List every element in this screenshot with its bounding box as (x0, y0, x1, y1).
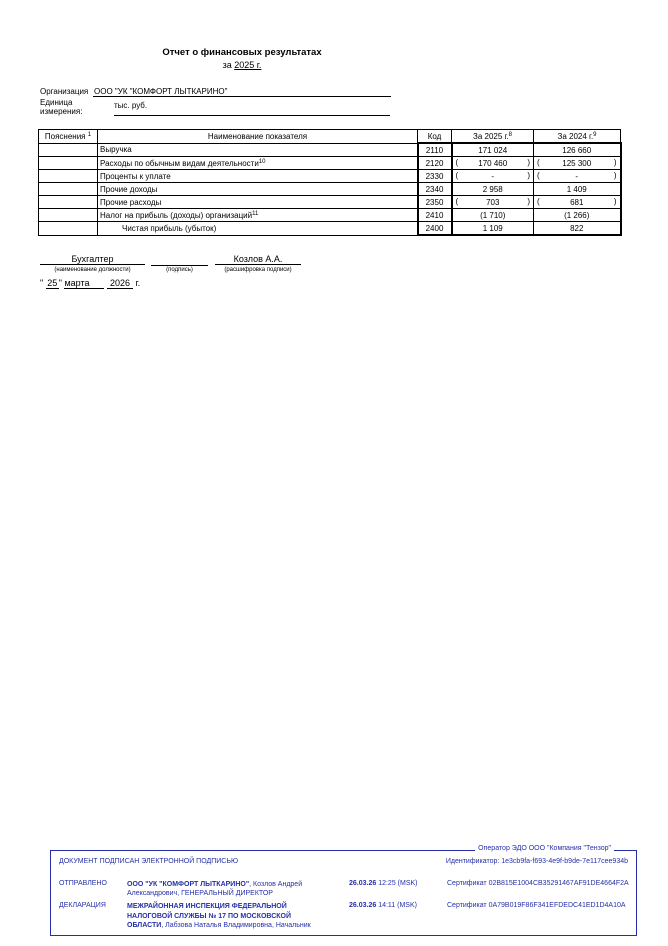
declaration-time: 14:11 (MSK) (378, 902, 417, 909)
position-caption: (наименование должности) (54, 267, 131, 273)
paren-close: ) (613, 197, 617, 206)
declaration-datetime (349, 902, 417, 909)
row-code: 2410 (418, 209, 452, 222)
sent-cert: Сертификат 02B815E1004CB35291467AF91DE4664F2A (447, 880, 629, 887)
sign-month: марта (64, 278, 104, 289)
row-previous-value (534, 157, 621, 170)
declaration-signer (127, 902, 347, 931)
header-notes-sup: 1 (87, 131, 92, 138)
sent-label: ОТПРАВЛЕНО (59, 880, 107, 887)
row-current-value (452, 143, 534, 157)
row-code: 2350 (418, 196, 452, 209)
row-name (98, 157, 418, 170)
declaration-org-line3: ОБЛАСТИ (127, 922, 162, 929)
row-notes (39, 183, 98, 196)
row-previous-value (534, 222, 621, 236)
signature-caption: (подпись) (166, 267, 193, 273)
unit-label-line2: измерения: (40, 107, 83, 116)
quote-open: " (40, 278, 44, 288)
row-name (98, 170, 418, 183)
header-cur-sup: 8 (508, 131, 513, 138)
row-notes (39, 143, 98, 157)
row-current-text: - (491, 171, 495, 181)
row-notes (39, 170, 98, 183)
row-current-value (452, 209, 534, 222)
signer-name: Козлов А.А. (215, 254, 301, 265)
unit-label-line1: Единица (40, 98, 73, 107)
declaration-person: , Лабзова Наталья Владимировна, Начальник (161, 922, 311, 929)
row-name-text: Выручка (100, 145, 132, 155)
row-current-value (452, 222, 534, 236)
row-current-text: 703 (486, 197, 500, 207)
sent-date: 26.03.26 (349, 880, 377, 887)
row-name (98, 209, 418, 222)
unit-value: тыс. руб. (114, 101, 390, 116)
row-name (98, 143, 418, 157)
row-notes (39, 222, 98, 236)
header-prev-text: За 2024 г. (557, 131, 594, 141)
row-code: 2110 (418, 143, 452, 157)
edo-operator: Оператор ЭДО ООО "Компания "Тензор" (475, 845, 614, 852)
row-previous-value (534, 196, 621, 209)
table-row (39, 222, 621, 236)
declaration-org-line2: НАЛОГОВОЙ СЛУЖБЫ № 17 ПО МОСКОВСКОЙ (127, 912, 292, 920)
sign-day: 25 (47, 278, 58, 288)
row-current-text: (1 710) (480, 210, 506, 220)
signer-position: Бухгалтер (40, 254, 145, 265)
row-name-text: Налог на прибыль (доходы) организаций (100, 210, 253, 220)
declaration-label: ДЕКЛАРАЦИЯ (59, 902, 106, 909)
row-current-value (452, 183, 534, 196)
row-current-text: 1 109 (482, 223, 503, 233)
sent-org: ООО "УК "КОМФОРТ ЛЫТКАРИНО" (127, 881, 250, 888)
row-current-value (452, 157, 534, 170)
row-previous-value (534, 209, 621, 222)
row-name (98, 196, 418, 209)
sent-signer (127, 880, 342, 898)
row-name-text: Прочие доходы (100, 184, 158, 194)
row-current-text: 2 958 (482, 184, 503, 194)
sent-person-line2: Александрович, ГЕНЕРАЛЬНЫЙ ДИРЕКТОР (127, 890, 273, 897)
financial-results-table (38, 129, 622, 236)
row-current-text: 171 024 (478, 145, 508, 155)
row-name-sup: 11 (252, 210, 259, 217)
row-name-text: Проценты к уплате (100, 171, 171, 181)
declaration-cert: Сертификат 0A79B019F86F341EFDEDC41ED1D4A10A (447, 902, 626, 909)
unit-label (40, 98, 82, 116)
row-notes (39, 196, 98, 209)
paren-close: ) (527, 158, 530, 167)
row-current-value (452, 196, 534, 209)
header-current-year (452, 130, 534, 144)
sent-person-line1: , Козлов Андрей (249, 881, 303, 888)
row-previous-text: 126 660 (562, 145, 592, 155)
row-previous-text: - (575, 171, 579, 181)
row-name-text: Расходы по обычным видам деятельности (100, 158, 259, 168)
row-code: 2330 (418, 170, 452, 183)
paren-close: ) (527, 171, 530, 180)
declaration-org-line1: МЕЖРАЙОННАЯ ИНСПЕКЦИЯ ФЕДЕРАЛЬНОЙ (127, 903, 287, 910)
e-signature-stamp (50, 845, 637, 936)
row-name-text: Прочие расходы (100, 197, 162, 207)
row-previous-text: 1 409 (566, 184, 587, 194)
row-name (98, 222, 418, 236)
year-suffix: г. (135, 278, 141, 288)
signature-line (151, 254, 208, 266)
sent-datetime (349, 880, 418, 887)
quote-close: " (58, 278, 62, 288)
paren-open: ( (537, 197, 540, 206)
header-notes-text: Пояснения (44, 131, 86, 141)
table-row (39, 143, 621, 157)
row-previous-text: (1 266) (564, 210, 590, 220)
row-previous-text: 822 (570, 223, 584, 233)
paren-close: ) (527, 197, 530, 206)
table-row (39, 157, 621, 170)
header-previous-year (534, 130, 621, 144)
declaration-date: 26.03.26 (349, 902, 377, 909)
paren-close: ) (613, 158, 617, 167)
header-code: Код (418, 130, 452, 144)
paren-open: ( (455, 158, 459, 167)
row-previous-text: 125 300 (562, 158, 592, 168)
row-previous-text: 681 (570, 197, 584, 207)
header-prev-sup: 9 (593, 131, 597, 138)
header-name: Наименование показателя (98, 130, 418, 144)
paren-open: ( (537, 158, 540, 167)
table-row (39, 183, 621, 196)
row-current-value (452, 170, 534, 183)
row-previous-value (534, 143, 621, 157)
table-row (39, 170, 621, 183)
sent-time: 12:25 (MSK) (378, 880, 418, 887)
header-notes (39, 130, 98, 144)
row-code: 2340 (418, 183, 452, 196)
stamp-header: ДОКУМЕНТ ПОДПИСАН ЭЛЕКТРОННОЙ ПОДПИСЬЮ (59, 858, 239, 865)
paren-open: ( (537, 171, 540, 180)
row-code: 2400 (418, 222, 452, 236)
report-period (0, 60, 484, 70)
row-name (98, 183, 418, 196)
row-notes (39, 209, 98, 222)
period-prefix: за (222, 60, 232, 70)
row-notes (39, 157, 98, 170)
sign-date (40, 278, 140, 289)
row-name-text: Чистая прибыль (убыток) (122, 223, 217, 233)
table-row (39, 209, 621, 222)
sign-year: 2026 (107, 278, 133, 289)
stamp-identifier: Идентификатор: 1e3cb9fa-f693-4e9f-b9de-7e117cee934b (445, 858, 628, 865)
paren-close: ) (613, 171, 617, 180)
row-name-sup: 10 (258, 158, 266, 165)
row-previous-value (534, 170, 621, 183)
name-caption: (расшифровка подписи) (224, 267, 292, 273)
header-cur-text: За 2025 г. (472, 131, 509, 141)
paren-open: ( (455, 197, 459, 206)
table-row (39, 196, 621, 209)
row-code: 2120 (418, 157, 452, 170)
organization-label: Организация (40, 87, 89, 96)
report-title: Отчет о финансовых результатах (162, 47, 322, 58)
row-current-text: 170 460 (478, 158, 508, 168)
row-previous-value (534, 183, 621, 196)
table-header-row (39, 130, 621, 144)
paren-open: ( (455, 171, 459, 180)
period-year: 2025 г. (234, 60, 262, 70)
organization-value: ООО "УК "КОМФОРТ ЛЫТКАРИНО" (93, 87, 391, 97)
